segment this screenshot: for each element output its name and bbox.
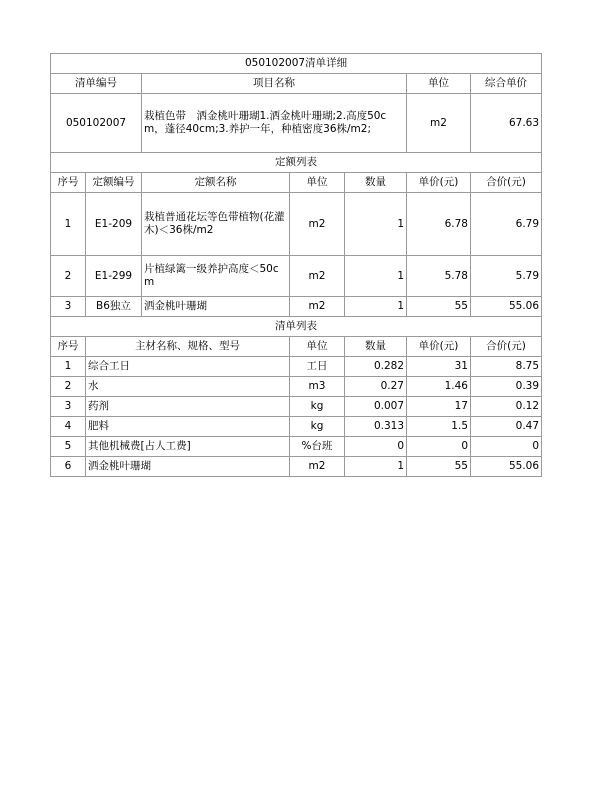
item-code: 050102007: [51, 94, 142, 153]
header-price: 综合单价: [471, 74, 542, 94]
header-code: 清单编号: [51, 74, 142, 94]
quota-qty: 1: [345, 193, 407, 256]
list-material: 洒金桃叶珊瑚: [86, 457, 290, 477]
list-row: [51, 417, 542, 437]
quota-row: [51, 193, 542, 256]
quota-qty: 1: [345, 256, 407, 297]
list-index: 6: [51, 457, 86, 477]
list-row: [51, 357, 542, 377]
quota-header-qty: 数量: [345, 173, 407, 193]
list-material: 其他机械费[占人工费]: [86, 437, 290, 457]
item-price: 67.63: [471, 94, 542, 153]
list-unit-price: 1.46: [407, 377, 471, 397]
list-qty: 0: [345, 437, 407, 457]
list-unit: m3: [290, 377, 345, 397]
quota-unit-price: 55: [407, 297, 471, 317]
list-index: 3: [51, 397, 86, 417]
list-unit-price: 55: [407, 457, 471, 477]
quota-unit: m2: [290, 193, 345, 256]
quota-row: [51, 256, 542, 297]
quota-unit: m2: [290, 297, 345, 317]
quota-index: 3: [51, 297, 86, 317]
list-unit: 工日: [290, 357, 345, 377]
quota-code: E1-209: [86, 193, 142, 256]
list-header-total: 合价(元): [471, 337, 542, 357]
quota-row: [51, 297, 542, 317]
list-total: 55.06: [471, 457, 542, 477]
quota-header-unit-price: 单价(元): [407, 173, 471, 193]
list-header-unit: 单位: [290, 337, 345, 357]
quota-total: 6.79: [471, 193, 542, 256]
list-material: 综合工日: [86, 357, 290, 377]
quota-unit-price: 6.78: [407, 193, 471, 256]
list-unit: m2: [290, 457, 345, 477]
list-qty: 0.282: [345, 357, 407, 377]
list-header-index: 序号: [51, 337, 86, 357]
detail-sheet: [50, 53, 542, 477]
quota-index: 1: [51, 193, 86, 256]
list-qty: 0.27: [345, 377, 407, 397]
list-header-row: [51, 337, 542, 357]
item-name: 栽植色带 洒金桃叶珊瑚1.洒金桃叶珊瑚;2.高度50cm，蓬径40cm;3.养护一年，种植密度36株/m2;: [142, 94, 407, 153]
list-header-material: 主材名称、规格、型号: [86, 337, 290, 357]
quota-header-unit: 单位: [290, 173, 345, 193]
list-unit: kg: [290, 417, 345, 437]
item-header-row: [51, 74, 542, 94]
quota-unit: m2: [290, 256, 345, 297]
list-material: 药剂: [86, 397, 290, 417]
quota-name: 洒金桃叶珊瑚: [142, 297, 290, 317]
quota-header-code: 定额编号: [86, 173, 142, 193]
list-unit-price: 31: [407, 357, 471, 377]
quota-header-total: 合价(元): [471, 173, 542, 193]
quota-code: E1-299: [86, 256, 142, 297]
quota-title-row: [51, 153, 542, 173]
list-index: 5: [51, 437, 86, 457]
quota-total: 5.79: [471, 256, 542, 297]
list-index: 4: [51, 417, 86, 437]
title-row: [51, 54, 542, 74]
list-total: 8.75: [471, 357, 542, 377]
list-qty: 1: [345, 457, 407, 477]
list-header-unit-price: 单价(元): [407, 337, 471, 357]
list-material: 肥料: [86, 417, 290, 437]
list-unit-price: 17: [407, 397, 471, 417]
quota-header-row: [51, 173, 542, 193]
list-qty: 0.313: [345, 417, 407, 437]
quota-header-index: 序号: [51, 173, 86, 193]
list-material: 水: [86, 377, 290, 397]
quota-name: 栽植普通花坛等色带植物(花灌木)＜36株/m2: [142, 193, 290, 256]
list-unit-price: 1.5: [407, 417, 471, 437]
header-name: 项目名称: [142, 74, 407, 94]
list-unit: kg: [290, 397, 345, 417]
list-qty: 0.007: [345, 397, 407, 417]
header-unit: 单位: [407, 74, 471, 94]
list-row: [51, 457, 542, 477]
list-total: 0.47: [471, 417, 542, 437]
quota-index: 2: [51, 256, 86, 297]
list-unit-price: 0: [407, 437, 471, 457]
item-row: [51, 94, 542, 153]
quota-unit-price: 5.78: [407, 256, 471, 297]
list-title-row: [51, 317, 542, 337]
list-row: [51, 377, 542, 397]
sheet-title: 050102007清单详细: [51, 54, 542, 74]
list-row: [51, 397, 542, 417]
list-total: 0.12: [471, 397, 542, 417]
quota-header-name: 定额名称: [142, 173, 290, 193]
quota-code: B6独立: [86, 297, 142, 317]
quota-total: 55.06: [471, 297, 542, 317]
list-section-title: 清单列表: [51, 317, 542, 337]
list-total: 0.39: [471, 377, 542, 397]
list-header-qty: 数量: [345, 337, 407, 357]
item-unit: m2: [407, 94, 471, 153]
quota-section-title: 定额列表: [51, 153, 542, 173]
quota-qty: 1: [345, 297, 407, 317]
quota-name: 片植绿篱一级养护高度＜50cm: [142, 256, 290, 297]
list-index: 1: [51, 357, 86, 377]
list-total: 0: [471, 437, 542, 457]
list-row: [51, 437, 542, 457]
list-unit: %台班: [290, 437, 345, 457]
list-index: 2: [51, 377, 86, 397]
